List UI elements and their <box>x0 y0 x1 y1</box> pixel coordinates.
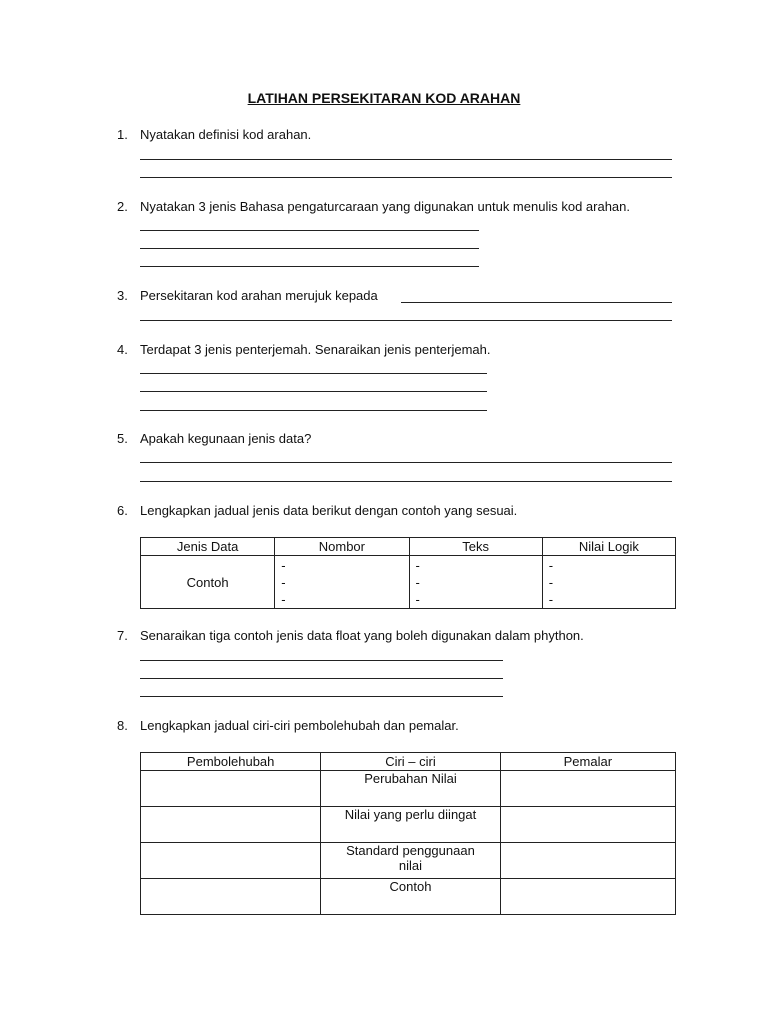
answer-line[interactable] <box>140 320 672 321</box>
characteristic-label: Nilai yang perlu diingat <box>321 807 500 843</box>
table-header: Pembolehubah <box>141 753 321 771</box>
question-text: Nyatakan definisi kod arahan. <box>140 127 312 142</box>
question-text: Senaraikan tiga contoh jenis data float yang boleh digunakan dalam phython. <box>140 628 584 643</box>
dash-marker: - <box>415 592 420 607</box>
variable-constant-table <box>140 752 676 915</box>
dash-marker: - <box>548 575 554 590</box>
question-number: 6. <box>117 503 128 518</box>
dash-marker: - <box>548 558 554 573</box>
answer-line[interactable] <box>140 678 503 679</box>
question-text: Lengkapkan jadual ciri-ciri pembolehubah dan pemalar. <box>140 718 459 733</box>
answer-cell[interactable] <box>500 879 675 915</box>
answer-cell[interactable] <box>141 843 321 879</box>
table-header: Ciri – ciri <box>321 753 500 771</box>
answer-cell[interactable] <box>500 771 675 807</box>
question-number: 5. <box>117 431 128 446</box>
answer-cell[interactable] <box>141 807 321 843</box>
dash-marker: - <box>415 558 420 573</box>
question-text: Lengkapkan jadual jenis data berikut dengan contoh yang sesuai. <box>140 503 518 518</box>
table-header: Pemalar <box>500 753 675 771</box>
answer-line[interactable] <box>140 248 479 249</box>
characteristic-label: Standard penggunaan nilai <box>321 843 500 879</box>
answer-line[interactable] <box>140 462 672 463</box>
question-number: 8. <box>117 718 128 733</box>
answer-cell[interactable] <box>500 807 675 843</box>
dash-marker: - <box>415 575 420 590</box>
answer-cell[interactable] <box>409 556 542 609</box>
dash-marker: - <box>281 575 286 590</box>
answer-line[interactable] <box>140 159 672 160</box>
answer-line[interactable] <box>140 696 503 697</box>
answer-line[interactable] <box>140 410 487 411</box>
question-text: Apakah kegunaan jenis data? <box>140 431 312 446</box>
question-number: 7. <box>117 628 128 643</box>
answer-cell[interactable] <box>500 843 675 879</box>
answer-line[interactable] <box>401 302 672 303</box>
question-number: 3. <box>117 288 128 303</box>
dash-marker: - <box>548 592 554 607</box>
answer-cell[interactable] <box>141 771 321 807</box>
data-type-table <box>140 537 676 609</box>
answer-line[interactable] <box>140 660 503 661</box>
table-header: Teks <box>409 538 542 556</box>
answer-line[interactable] <box>140 230 479 231</box>
question-4 <box>117 342 491 357</box>
question-number: 4. <box>117 342 128 357</box>
answer-cell[interactable] <box>275 556 409 609</box>
question-text: Terdapat 3 jenis penterjemah. Senaraikan jenis penterjemah. <box>140 342 491 357</box>
question-number: 2. <box>117 199 128 214</box>
answer-line[interactable] <box>140 481 672 482</box>
question-3 <box>117 288 378 303</box>
question-8 <box>117 718 459 733</box>
characteristic-label: Contoh <box>321 879 500 915</box>
question-5 <box>117 431 311 446</box>
answer-cell[interactable] <box>141 879 321 915</box>
answer-cell[interactable] <box>542 556 675 609</box>
question-text: Nyatakan 3 jenis Bahasa pengaturcaraan yang digunakan untuk menulis kod arahan. <box>140 199 631 214</box>
table-header: Jenis Data <box>141 538 275 556</box>
dash-marker: - <box>281 558 286 573</box>
answer-line[interactable] <box>140 266 479 267</box>
answer-line[interactable] <box>140 373 487 374</box>
answer-line[interactable] <box>140 177 672 178</box>
question-7 <box>117 628 584 643</box>
table-header: Nilai Logik <box>542 538 675 556</box>
question-text: Persekitaran kod arahan merujuk kepada <box>140 288 378 303</box>
question-2 <box>117 199 630 214</box>
characteristic-label: Perubahan Nilai <box>321 771 500 807</box>
worksheet-title: LATIHAN PERSEKITARAN KOD ARAHAN <box>247 90 521 106</box>
answer-line[interactable] <box>140 391 487 392</box>
question-number: 1. <box>117 127 128 142</box>
row-label: Contoh <box>141 556 275 609</box>
dash-marker: - <box>281 592 286 607</box>
question-1 <box>117 127 311 142</box>
question-6 <box>117 503 517 518</box>
table-header: Nombor <box>275 538 409 556</box>
